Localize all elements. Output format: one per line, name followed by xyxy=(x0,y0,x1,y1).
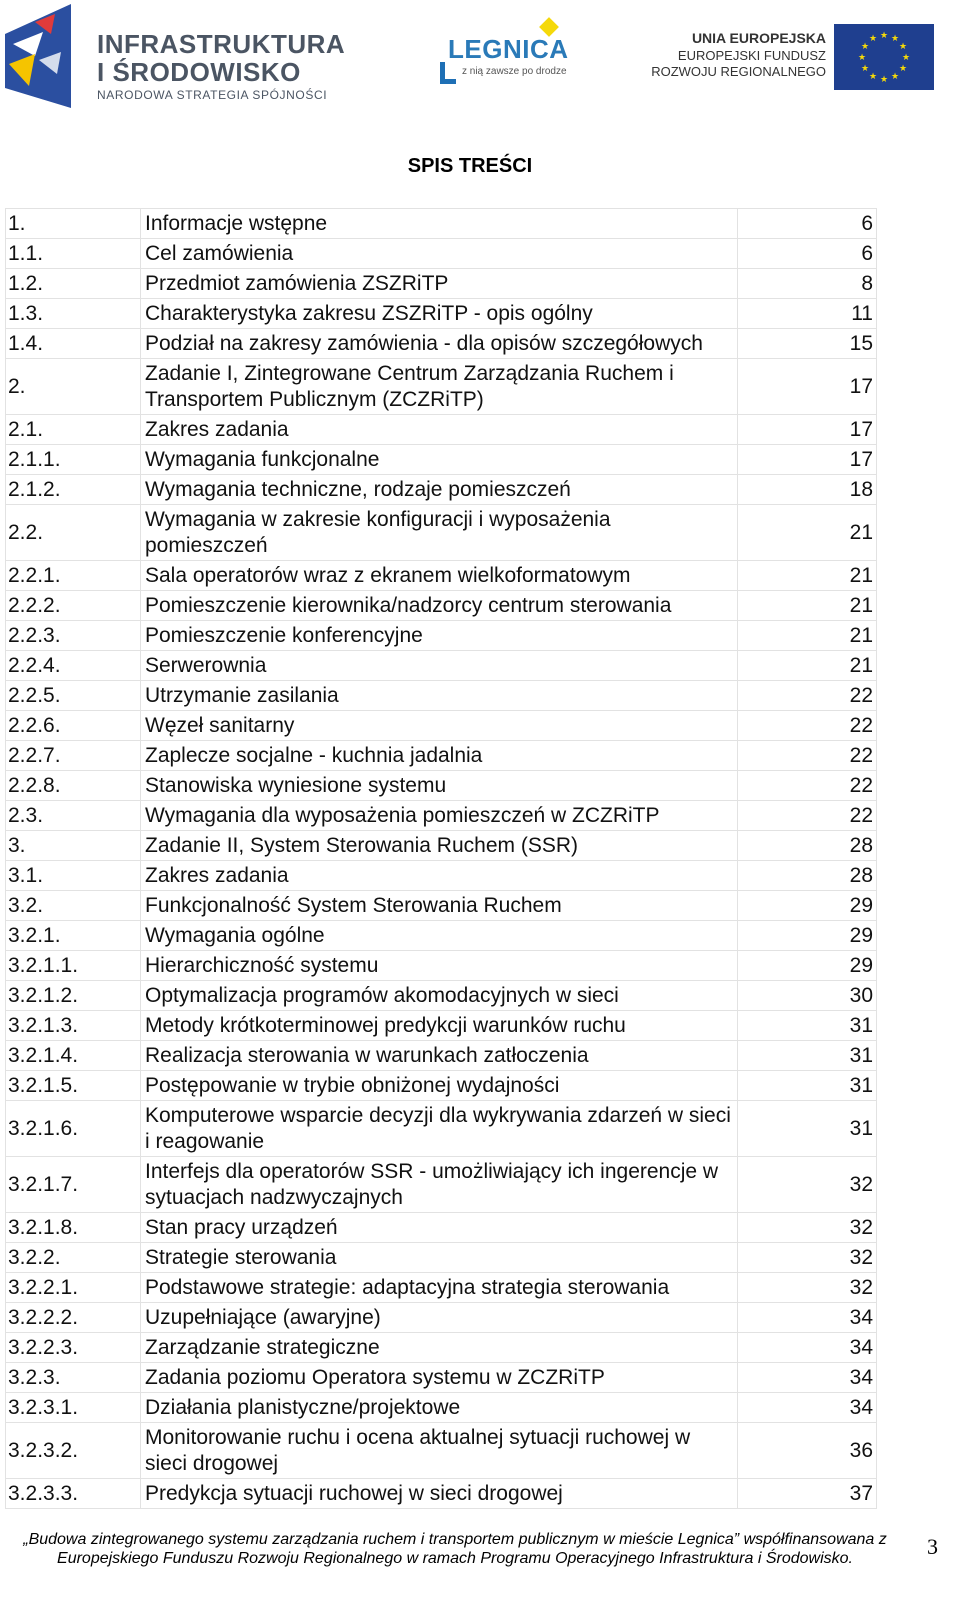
toc-title-text: Cel zamówienia xyxy=(141,239,738,269)
toc-page-number: 21 xyxy=(738,591,877,621)
toc-row xyxy=(6,651,877,681)
toc-page-number: 6 xyxy=(738,209,877,239)
toc-number: 3.2.1.7. xyxy=(6,1157,141,1213)
eu-flag-icon xyxy=(834,24,934,90)
toc-number: 2.2.3. xyxy=(6,621,141,651)
toc-page-number: 22 xyxy=(738,711,877,741)
toc-row xyxy=(6,921,877,951)
toc-number: 3.2.3.2. xyxy=(6,1423,141,1479)
toc-number: 3.2.2.1. xyxy=(6,1273,141,1303)
footer xyxy=(0,1530,910,1568)
toc-row xyxy=(6,299,877,329)
toc-page-number: 29 xyxy=(738,921,877,951)
toc-number: 3.2. xyxy=(6,891,141,921)
toc-row xyxy=(6,891,877,921)
toc-row xyxy=(6,359,877,415)
toc-number: 2.1. xyxy=(6,415,141,445)
toc-title-text: Pomieszczenie konferencyjne xyxy=(141,621,738,651)
svg-text:★: ★ xyxy=(898,64,908,74)
svg-text:★: ★ xyxy=(879,31,889,41)
toc-page-number: 28 xyxy=(738,831,877,861)
footer-line2: Europejskiego Funduszu Rozwoju Regionalnego w ramach Programu Operacyjnego Infrastruktura i Środowisko. xyxy=(57,1550,853,1567)
legnica-name: LEGNICA xyxy=(448,34,569,64)
toc-title-text: Stan pracy urządzeń xyxy=(141,1213,738,1243)
toc-title-text: Utrzymanie zasilania xyxy=(141,681,738,711)
toc-page-number: 22 xyxy=(738,801,877,831)
toc-number: 3.2.3.3. xyxy=(6,1479,141,1509)
toc-title-text: Informacje wstępne xyxy=(141,209,738,239)
toc-row xyxy=(6,831,877,861)
toc-page-number: 18 xyxy=(738,475,877,505)
infrastruktura-i-srodowisko-logo xyxy=(5,4,346,108)
toc-table xyxy=(5,208,877,1509)
toc-page-number: 17 xyxy=(738,445,877,475)
toc-number: 3.2.1.6. xyxy=(6,1101,141,1157)
toc-page-number: 6 xyxy=(738,239,877,269)
toc-number: 1.4. xyxy=(6,329,141,359)
svg-text:★: ★ xyxy=(898,42,908,52)
toc-title-text: Zaplecze socjalne - kuchnia jadalnia xyxy=(141,741,738,771)
eu-line3: ROZWOJU REGIONALNEGO xyxy=(651,64,826,79)
toc-title-text: Zarządzanie strategiczne xyxy=(141,1333,738,1363)
toc-number: 3.2.2.2. xyxy=(6,1303,141,1333)
toc-title-text: Wymagania techniczne, rodzaje pomieszczeń xyxy=(141,475,738,505)
toc-row xyxy=(6,1041,877,1071)
toc-row xyxy=(6,1393,877,1423)
toc-row xyxy=(6,209,877,239)
toc-number: 3.2.3. xyxy=(6,1363,141,1393)
toc-title-text: Wymagania w zakresie konfiguracji i wyposażenia pomieszczeń xyxy=(141,505,738,561)
eu-line1: UNIA EUROPEJSKA xyxy=(691,30,826,46)
toc-number: 3.2.1.8. xyxy=(6,1213,141,1243)
toc-row xyxy=(6,1273,877,1303)
toc-row xyxy=(6,239,877,269)
toc-row xyxy=(6,1333,877,1363)
svg-text:★: ★ xyxy=(868,34,878,44)
eu-logo xyxy=(648,24,938,94)
toc-title-text: Monitorowanie ruchu i ocena aktualnej sytuacji ruchowej w sieci drogowej xyxy=(141,1423,738,1479)
toc-title-text: Optymalizacja programów akomodacyjnych w sieci xyxy=(141,981,738,1011)
toc-page-number: 31 xyxy=(738,1071,877,1101)
toc-row xyxy=(6,981,877,1011)
toc-row xyxy=(6,621,877,651)
toc-title-text: Realizacja sterowania w warunkach zatłoczenia xyxy=(141,1041,738,1071)
toc-title-text: Interfejs dla operatorów SSR - umożliwiający ich ingerencje w sytuacjach nadzwyczajnych xyxy=(141,1157,738,1213)
toc-number: 3.2.2.3. xyxy=(6,1333,141,1363)
toc-page-number: 32 xyxy=(738,1273,877,1303)
toc-title-text: Predykcja sytuacji ruchowej w sieci drogowej xyxy=(141,1479,738,1509)
toc-row xyxy=(6,505,877,561)
toc-body xyxy=(6,209,877,1509)
ins-line1: INFRASTRUKTURA xyxy=(97,29,346,59)
toc-row xyxy=(6,771,877,801)
toc-page-number: 32 xyxy=(738,1213,877,1243)
toc-page-number: 36 xyxy=(738,1423,877,1479)
toc-number: 2.2.5. xyxy=(6,681,141,711)
svg-text:★: ★ xyxy=(868,72,878,82)
toc-page-number: 37 xyxy=(738,1479,877,1509)
toc-title-text: Zadanie I, Zintegrowane Centrum Zarządzania Ruchem i Transportem Publicznym (ZCZRiTP) xyxy=(141,359,738,415)
svg-text:★: ★ xyxy=(857,53,867,63)
toc-row xyxy=(6,741,877,771)
toc-title-text: Wymagania ogólne xyxy=(141,921,738,951)
toc-number: 3.1. xyxy=(6,861,141,891)
ins-flag-icon xyxy=(5,4,71,108)
toc-title-text: Zadania poziomu Operatora systemu w ZCZRiTP xyxy=(141,1363,738,1393)
toc-page-number: 8 xyxy=(738,269,877,299)
svg-text:★: ★ xyxy=(860,64,870,74)
toc-row xyxy=(6,681,877,711)
toc-number: 2.2.6. xyxy=(6,711,141,741)
toc-number: 1.1. xyxy=(6,239,141,269)
toc-title-text: Przedmiot zamówienia ZSZRiTP xyxy=(141,269,738,299)
svg-text:★: ★ xyxy=(890,72,900,82)
toc-title-text: Zakres zadania xyxy=(141,861,738,891)
footer-line1: „Budowa zintegrowanego systemu zarządzania ruchem i transportem publicznym w mieście Legnica” współfinansowana z xyxy=(23,1531,887,1548)
toc-number: 2.2.1. xyxy=(6,561,141,591)
toc-page-number: 34 xyxy=(738,1303,877,1333)
toc-page-number: 17 xyxy=(738,359,877,415)
toc-title-text: Serwerownia xyxy=(141,651,738,681)
toc-title-text: Wymagania dla wyposażenia pomieszczeń w ZCZRiTP xyxy=(141,801,738,831)
toc-number: 2.2.2. xyxy=(6,591,141,621)
toc-page-number: 34 xyxy=(738,1393,877,1423)
toc-title-text: Sala operatorów wraz z ekranem wielkoformatowym xyxy=(141,561,738,591)
toc-number: 1.2. xyxy=(6,269,141,299)
toc-row xyxy=(6,1157,877,1213)
toc-title-text: Funkcjonalność System Sterowania Ruchem xyxy=(141,891,738,921)
toc-page-number: 21 xyxy=(738,505,877,561)
toc-row xyxy=(6,415,877,445)
toc-row xyxy=(6,1243,877,1273)
toc-number: 3.2.1.3. xyxy=(6,1011,141,1041)
toc-title-text: Hierarchiczność systemu xyxy=(141,951,738,981)
toc-row xyxy=(6,1479,877,1509)
toc-title-text: Zakres zadania xyxy=(141,415,738,445)
header-logos xyxy=(0,0,960,110)
toc-page-number: 34 xyxy=(738,1363,877,1393)
legnica-bracket-icon xyxy=(440,62,456,84)
svg-text:★: ★ xyxy=(860,42,870,52)
toc-number: 3.2.1.5. xyxy=(6,1071,141,1101)
toc-number: 2.2.4. xyxy=(6,651,141,681)
toc-title-text: Pomieszczenie kierownika/nadzorcy centrum sterowania xyxy=(141,591,738,621)
toc-title-text: Metody krótkoterminowej predykcji warunków ruchu xyxy=(141,1011,738,1041)
toc-number: 3.2.1.4. xyxy=(6,1041,141,1071)
page-title: SPIS TREŚCI xyxy=(407,155,533,177)
toc-row xyxy=(6,329,877,359)
toc-row xyxy=(6,1363,877,1393)
toc-title-text: Uzupełniające (awaryjne) xyxy=(141,1303,738,1333)
toc-row xyxy=(6,475,877,505)
toc-number: 3. xyxy=(6,831,141,861)
toc-number: 2. xyxy=(6,359,141,415)
toc-row xyxy=(6,1101,877,1157)
toc-number: 1. xyxy=(6,209,141,239)
ins-line3: NARODOWA STRATEGIA SPÓJNOŚCI xyxy=(97,88,328,102)
toc-number: 2.3. xyxy=(6,801,141,831)
legnica-tagline: z nią zawsze po drodze xyxy=(462,66,567,77)
toc-page-number: 29 xyxy=(738,951,877,981)
toc-title-text: Węzeł sanitarny xyxy=(141,711,738,741)
toc-page-number: 31 xyxy=(738,1041,877,1071)
toc-page-number: 28 xyxy=(738,861,877,891)
toc-page-number: 21 xyxy=(738,561,877,591)
svg-text:★: ★ xyxy=(890,34,900,44)
toc-row xyxy=(6,591,877,621)
ins-line2: I ŚRODOWISKO xyxy=(97,57,301,87)
toc-row xyxy=(6,801,877,831)
toc-title-text: Działania planistyczne/projektowe xyxy=(141,1393,738,1423)
toc-row xyxy=(6,711,877,741)
toc-number: 2.1.1. xyxy=(6,445,141,475)
toc-row xyxy=(6,561,877,591)
toc-page-number: 15 xyxy=(738,329,877,359)
toc-title-text: Podstawowe strategie: adaptacyjna strategia sterowania xyxy=(141,1273,738,1303)
toc-page-number: 17 xyxy=(738,415,877,445)
toc-number: 2.2. xyxy=(6,505,141,561)
toc-row xyxy=(6,1213,877,1243)
toc-title-text: Postępowanie w trybie obniżonej wydajności xyxy=(141,1071,738,1101)
toc-row xyxy=(6,1303,877,1333)
toc-number: 3.2.2. xyxy=(6,1243,141,1273)
toc-page-number: 21 xyxy=(738,651,877,681)
toc-row xyxy=(6,1011,877,1041)
legnica-logo xyxy=(440,18,570,90)
toc-row xyxy=(6,861,877,891)
toc-title-text: Strategie sterowania xyxy=(141,1243,738,1273)
toc-page-number: 31 xyxy=(738,1011,877,1041)
toc-number: 3.2.3.1. xyxy=(6,1393,141,1423)
toc-page-number: 22 xyxy=(738,741,877,771)
toc-title-text: Zadanie II, System Sterowania Ruchem (SSR) xyxy=(141,831,738,861)
toc-title-text: Stanowiska wyniesione systemu xyxy=(141,771,738,801)
toc-page-number: 11 xyxy=(738,299,877,329)
toc-title-text: Podział na zakresy zamówienia - dla opisów szczegółowych xyxy=(141,329,738,359)
toc-number: 2.2.7. xyxy=(6,741,141,771)
toc-page-number: 34 xyxy=(738,1333,877,1363)
toc-page-number: 29 xyxy=(738,891,877,921)
toc-row xyxy=(6,951,877,981)
toc-number: 3.2.1.2. xyxy=(6,981,141,1011)
toc-page-number: 32 xyxy=(738,1243,877,1273)
toc-page-number: 22 xyxy=(738,681,877,711)
toc-number: 3.2.1.1. xyxy=(6,951,141,981)
toc-page-number: 30 xyxy=(738,981,877,1011)
toc-row xyxy=(6,1423,877,1479)
toc-row xyxy=(6,269,877,299)
toc-number: 2.2.8. xyxy=(6,771,141,801)
eu-line2: EUROPEJSKI FUNDUSZ xyxy=(677,48,826,63)
toc-title-text: Charakterystyka zakresu ZSZRiTP - opis ogólny xyxy=(141,299,738,329)
toc-title-text: Wymagania funkcjonalne xyxy=(141,445,738,475)
toc-page-number: 32 xyxy=(738,1157,877,1213)
toc-page-number: 31 xyxy=(738,1101,877,1157)
toc-row xyxy=(6,1071,877,1101)
svg-text:★: ★ xyxy=(901,53,911,63)
toc-row xyxy=(6,445,877,475)
toc-number: 1.3. xyxy=(6,299,141,329)
toc-number: 2.1.2. xyxy=(6,475,141,505)
toc-page-number: 21 xyxy=(738,621,877,651)
page-number: 3 xyxy=(927,1534,938,1559)
toc-title-text: Komputerowe wsparcie decyzji dla wykrywania zdarzeń w sieci i reagowanie xyxy=(141,1101,738,1157)
toc-page-number: 22 xyxy=(738,771,877,801)
toc-number: 3.2.1. xyxy=(6,921,141,951)
svg-text:★: ★ xyxy=(879,75,889,85)
